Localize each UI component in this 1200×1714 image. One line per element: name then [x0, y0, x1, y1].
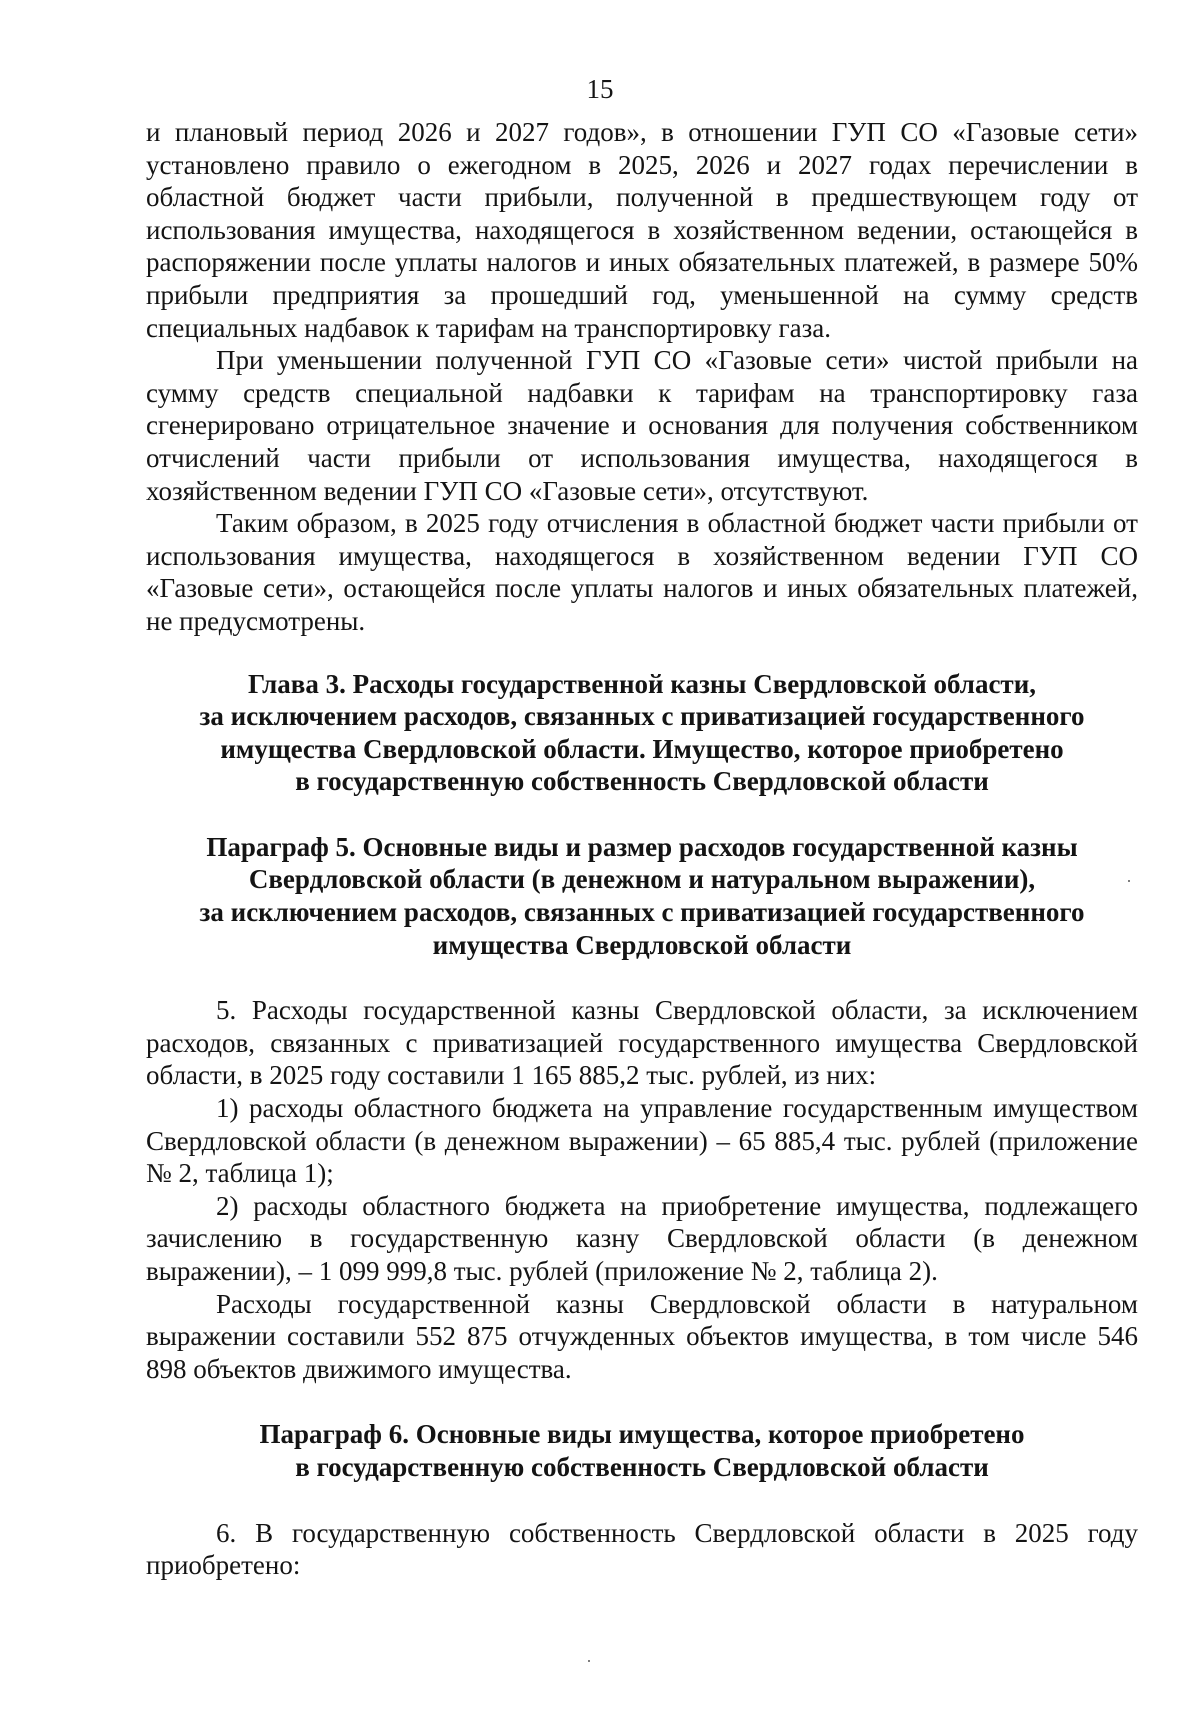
heading-line: Свердловской области (в денежном и натуральном выражении),: [248, 864, 1036, 895]
heading-line: имущества Свердловской области. Имущество, которое приобретено: [220, 733, 1064, 764]
heading-line: за исключением расходов, связанных с приватизацией государственного: [199, 897, 1085, 928]
heading-line: Параграф 6. Основные виды имущества, которое приобретено: [259, 1419, 1025, 1450]
chapter-heading: [146, 668, 1138, 798]
heading-line: имущества Свердловской области: [432, 929, 852, 960]
section-heading-6: [146, 1418, 1138, 1483]
heading-line: Параграф 5. Основные виды и размер расходов государственной казны: [206, 831, 1078, 862]
body-paragraph: 6. В государственную собственность Свердловской области в 2025 году приобретено:: [146, 1517, 1138, 1581]
section-5-body: [146, 994, 1138, 1385]
list-item: 2) расходы областного бюджета на приобретение имущества, подлежащего зачислению в государственную казну Свердловской области (в денежном выражении), – 1 099 999,8 тыс. рублей (приложение № 2, таблица 2).: [146, 1190, 1138, 1286]
body-paragraph: Таким образом, в 2025 году отчисления в областной бюджет части прибыли от использования имущества, находящегося в хозяйственном ведении ГУП СО «Газовые сети», остающейся после уплаты налогов и иных обязательных платежей, не предусмотрены.: [146, 508, 1138, 636]
body-paragraph: При уменьшении полученной ГУП СО «Газовые сети» чистой прибыли на сумму средств специальной надбавки к тарифам на транспортировку газа сгенерировано отрицательное значение и основания для получения собственником отчислений части прибыли от использования имущества, находящегося в хозяйственном ведении ГУП СО «Газовые сети», отсутствуют.: [146, 345, 1138, 506]
scan-speck: [1128, 880, 1130, 882]
list-item: 1) расходы областного бюджета на управление государственным имуществом Свердловской области (в денежном выражении) – 65 885,4 тыс. рублей (приложение № 2, таблица 1);: [146, 1093, 1138, 1189]
body-paragraph: 5. Расходы государственной казны Свердловской области, за исключением расходов, связанных с приватизацией государственного имущества Свердловской области, в 2025 году составили 1 165 885,2 тыс. рублей, из них:: [146, 995, 1138, 1091]
body-paragraph: Расходы государственной казны Свердловской области в натуральном выражении составили 552 875 отчужденных объектов имущества, в том числе 546 898 объектов движимого имущества.: [146, 1288, 1138, 1384]
heading-line: Глава 3. Расходы государственной казны Свердловской области,: [247, 668, 1036, 699]
heading-line: в государственную собственность Свердловской области: [295, 766, 989, 797]
body-paragraph: и плановый период 2026 и 2027 годов», в отношении ГУП СО «Газовые сети» установлено правило о ежегодном в 2025, 2026 и 2027 годах перечислении в областной бюджет части прибыли, полученной в предшествующем году от использования имущества, находящегося в хозяйственном ведении, остающейся в распоряжении после уплаты налогов и иных обязательных платежей, в размере 50% прибыли предприятия за прошедший год, уменьшенной на сумму средств специальных надбавок к тарифам на транспортировку газа.: [146, 117, 1138, 343]
section-heading-5: [146, 831, 1138, 961]
heading-line: за исключением расходов, связанных с приватизацией государственного: [199, 701, 1085, 732]
heading-line: в государственную собственность Свердловской области: [295, 1451, 989, 1482]
section-6-body: [146, 1517, 1138, 1582]
scan-speck: [588, 1660, 590, 1662]
page-number: 15: [586, 74, 614, 104]
document-body: [146, 116, 1138, 1582]
